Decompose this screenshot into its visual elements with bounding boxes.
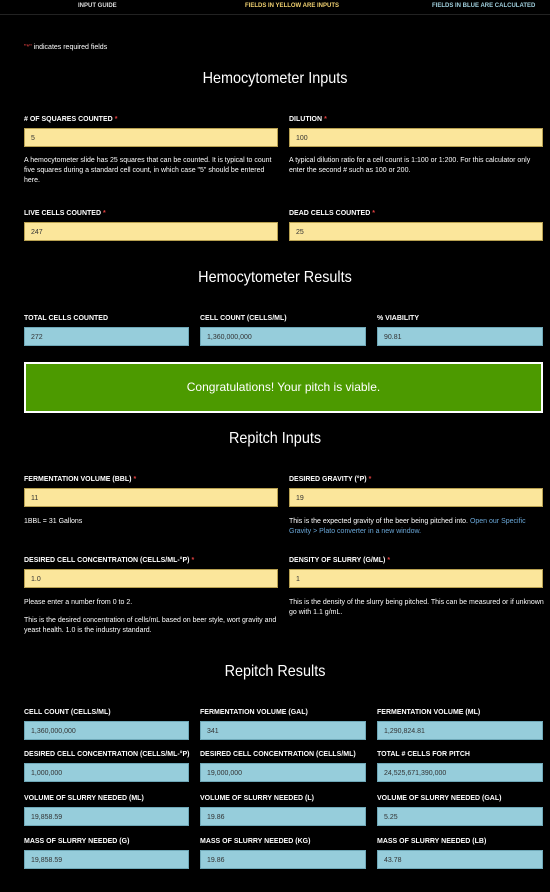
cell-count-output: 1,360,000,000 xyxy=(200,327,366,346)
cell-concentration-input[interactable]: 1.0 xyxy=(24,569,278,588)
blue-fields-legend: FIELDS IN BLUE ARE CALCULATED xyxy=(432,3,536,9)
result-label: DESIRED CELL CONCENTRATION (CELLS/ML) xyxy=(200,751,356,758)
result-output: 19,000,000 xyxy=(200,763,366,782)
fermentation-volume-help: 1BBL = 31 Gallons xyxy=(24,518,83,525)
desired-gravity-label: DESIRED GRAVITY (°P) * xyxy=(289,476,372,483)
result-label: FERMENTATION VOLUME (GAL) xyxy=(200,709,308,716)
required-star: "*" xyxy=(24,44,32,51)
dilution-label: DILUTION * xyxy=(289,116,327,123)
cell-concentration-help-1: Please enter a number from 0 to 2. xyxy=(24,599,133,606)
plato-converter-link[interactable]: Open our Specific Gravity > Plato converter in a new window. xyxy=(289,518,526,535)
desired-gravity-help: This is the expected gravity of the beer being pitched into. Open our Specific Gravity > Plato converter in a new window. xyxy=(289,518,526,535)
input-guide-link[interactable]: INPUT GUIDE xyxy=(78,3,117,9)
squares-help: A hemocytometer slide has 25 squares that can be counted. It is typical to count five squares during a standard cell count, in which case "5" should be entered here. xyxy=(24,157,272,184)
repitch-inputs-title: Repitch Inputs xyxy=(228,430,322,447)
result-output: 341 xyxy=(200,721,366,740)
slurry-density-help: This is the density of the slurry being pitched. This can be measured or if unknown go with 1.1 g/mL. xyxy=(289,599,544,616)
result-output: 19,858.59 xyxy=(24,807,189,826)
result-label: VOLUME OF SLURRY NEEDED (ML) xyxy=(24,795,144,802)
fermentation-volume-label: FERMENTATION VOLUME (BBL) * xyxy=(24,476,137,483)
top-bar xyxy=(0,0,550,15)
result-output: 19,858.59 xyxy=(24,850,189,869)
result-label: VOLUME OF SLURRY NEEDED (GAL) xyxy=(377,795,502,802)
required-fields-note xyxy=(24,44,107,51)
result-output: 24,525,671,390,000 xyxy=(377,763,543,782)
dead-cells-label: DEAD CELLS COUNTED * xyxy=(289,210,376,217)
desired-gravity-input[interactable]: 19 xyxy=(289,488,543,507)
result-label: MASS OF SLURRY NEEDED (G) xyxy=(24,838,130,845)
live-cells-input[interactable]: 247 xyxy=(24,222,278,241)
cell-concentration-help-2: This is the desired concentration of cells/mL based on beer style, wort gravity and yeast health. 1.0 is the industry standard. xyxy=(24,617,277,634)
result-label: CELL COUNT (CELLS/ML) xyxy=(24,709,111,716)
result-output: 43.78 xyxy=(377,850,543,869)
result-output: 19.86 xyxy=(200,807,366,826)
cell-concentration-label: DESIRED CELL CONCENTRATION (CELLS/ML-°P) * xyxy=(24,557,195,564)
result-label: FERMENTATION VOLUME (ML) xyxy=(377,709,481,716)
result-label: DESIRED CELL CONCENTRATION (CELLS/ML-°P) xyxy=(24,751,190,758)
hemocytometer-results-title: Hemocytometer Results xyxy=(198,269,352,286)
hemocytometer-inputs-title: Hemocytometer Inputs xyxy=(202,70,348,87)
result-output: 1,360,000,000 xyxy=(24,721,189,740)
result-output: 19.86 xyxy=(200,850,366,869)
result-output: 1,000,000 xyxy=(24,763,189,782)
squares-label: # OF SQUARES COUNTED * xyxy=(24,116,118,123)
repitch-results-title: Repitch Results xyxy=(224,663,326,680)
dead-cells-input[interactable]: 25 xyxy=(289,222,543,241)
squares-input[interactable]: 5 xyxy=(24,128,278,147)
total-cells-label: TOTAL CELLS COUNTED xyxy=(24,315,108,322)
dilution-input[interactable]: 100 xyxy=(289,128,543,147)
slurry-density-label: DENSITY OF SLURRY (G/ML) * xyxy=(289,557,391,564)
result-label: MASS OF SLURRY NEEDED (KG) xyxy=(200,838,311,845)
cell-count-label: CELL COUNT (CELLS/ML) xyxy=(200,315,287,322)
result-label: VOLUME OF SLURRY NEEDED (L) xyxy=(200,795,314,802)
result-label: TOTAL # CELLS FOR PITCH xyxy=(377,751,470,758)
total-cells-output: 272 xyxy=(24,327,189,346)
result-label: MASS OF SLURRY NEEDED (LB) xyxy=(377,838,487,845)
result-output: 5.25 xyxy=(377,807,543,826)
fermentation-volume-input[interactable]: 11 xyxy=(24,488,278,507)
slurry-density-input[interactable]: 1 xyxy=(289,569,543,588)
required-note-text: indicates required fields xyxy=(31,44,108,51)
live-cells-label: LIVE CELLS COUNTED * xyxy=(24,210,106,217)
result-output: 1,290,824.81 xyxy=(377,721,543,740)
viability-output: 90.81 xyxy=(377,327,543,346)
dilution-help: A typical dilution ratio for a cell count is 1:100 or 1:200. For this calculator only enter the second # such as 100 or 200. xyxy=(289,157,531,174)
viability-label: % VIABILITY xyxy=(377,315,420,322)
yellow-fields-legend: FIELDS IN YELLOW ARE INPUTS xyxy=(245,3,340,9)
viability-banner: Congratulations! Your pitch is viable. xyxy=(24,362,543,413)
